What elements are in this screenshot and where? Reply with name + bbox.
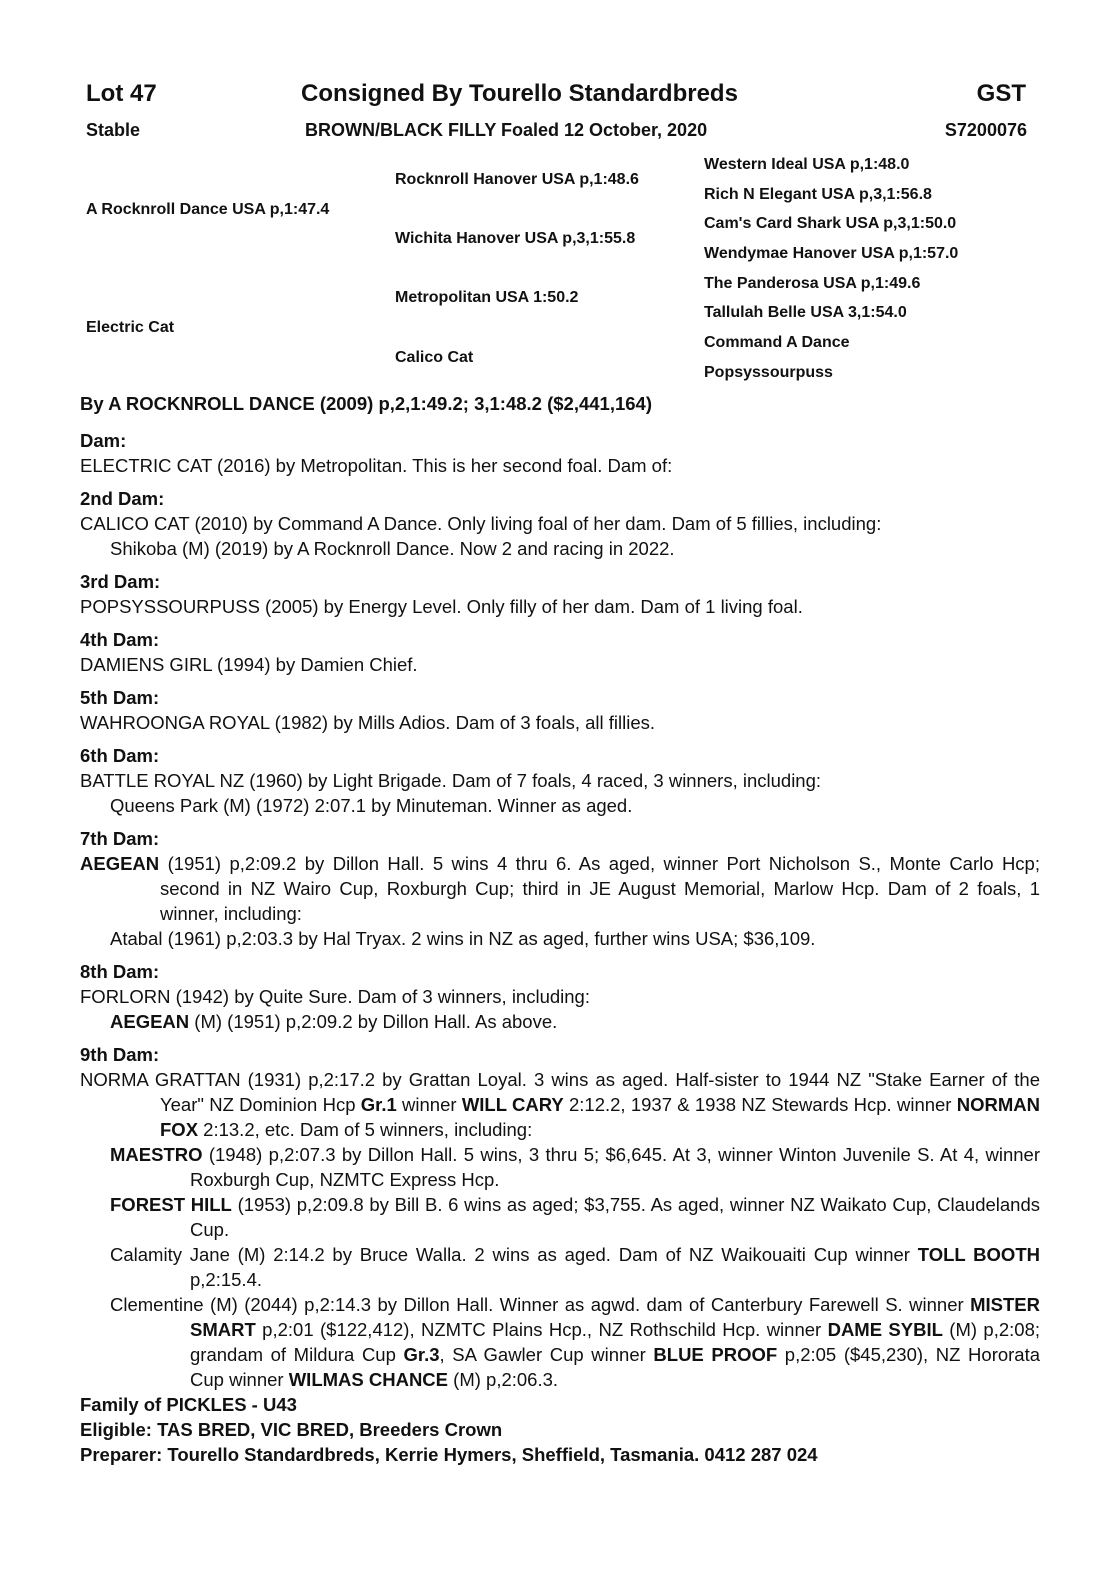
- pedigree-sire: A Rocknroll Dance USA p,1:47.4: [86, 201, 330, 218]
- dam6-text: BATTLE ROYAL NZ (1960) by Light Brigade. Dam of 7 foals, 4 raced, 3 winners, including:: [80, 770, 822, 791]
- dam5-text: WAHROONGA ROYAL (1982) by Mills Adios. Dam of 3 foals, all fillies.: [80, 712, 656, 733]
- pedigree-sire-sire: Rocknroll Hanover USA p,1:48.6: [395, 171, 639, 188]
- consignor: Consigned By Tourello Standardbreds: [301, 80, 738, 107]
- dam-text: ELECTRIC CAT (2016) by Metropolitan. This is her second foal. Dam of:: [80, 455, 673, 476]
- preparer-line: Preparer: Tourello Standardbreds, Kerrie Hymers, Sheffield, Tasmania. 0412 287 024: [80, 1444, 818, 1465]
- dam2-label: 2nd Dam:: [80, 488, 165, 509]
- dam-label: Dam:: [80, 430, 127, 451]
- dam6-label: 6th Dam:: [80, 745, 160, 766]
- dam5-label: 5th Dam:: [80, 687, 160, 708]
- pedigree-g8: Popsyssourpuss: [704, 364, 833, 381]
- dam9-progeny-clementine: Clementine (M) (2044) p,2:14.3 by Dillon Hall. Winner as agwd. dam of Canterbury Farewell S. winner MISTER SMART p,2:01 ($122,412), NZMTC Plains Hcp., NZ Rothschild Hcp. winner DAME SYBIL (M) p,2:08; grandam of Mildura Cup Gr.3, SA Gawler Cup winner BLUE PROOF p,2:05 ($45,230), NZ Hororata Cup winner WILMAS CHANCE (M) p,2:06.3.: [110, 1294, 1041, 1390]
- pedigree-dam: Electric Cat: [86, 319, 175, 336]
- dam2-progeny: Shikoba (M) (2019) by A Rocknroll Dance. Now 2 and racing in 2022.: [110, 538, 675, 559]
- dam7-text: AEGEAN (1951) p,2:09.2 by Dillon Hall. 5 wins 4 thru 6. As aged, winner Port Nicholson S., Monte Carlo Hcp; second in NZ Wairo Cup, Roxburgh Cup; third in JE August Memorial, Marlow Hcp. Dam of 2 foals, 1 winner, including:: [80, 853, 1040, 924]
- dam9-text: NORMA GRATTAN (1931) p,2:17.2 by Grattan Loyal. 3 wins as aged. Half-sister to 1944 NZ "Stake Earner of the Year" NZ Dominion Hcp Gr.1 winner WILL CARY 2:12.2, 1937 & 1938 NZ Stewards Hcp. winner NORMAN FOX 2:13.2, etc. Dam of 5 winners, including:: [80, 1069, 1040, 1140]
- pedigree-g5: The Panderosa USA p,1:49.6: [704, 275, 921, 292]
- pedigree-dam-sire: Metropolitan USA 1:50.2: [395, 289, 579, 306]
- lot-number: Lot 47: [86, 80, 157, 107]
- pedigree-g2: Rich N Elegant USA p,3,1:56.8: [704, 186, 932, 203]
- dam9-progeny-maestro: MAESTRO (1948) p,2:07.3 by Dillon Hall. 5 wins, 3 thru 5; $6,645. At 3, winner Winton Juvenile S. At 4, winner Roxburgh Cup, NZMTC Express Hcp.: [110, 1144, 1040, 1190]
- pedigree-sire-dam: Wichita Hanover USA p,3,1:55.8: [395, 230, 636, 247]
- pedigree-g4: Wendymae Hanover USA p,1:57.0: [704, 245, 959, 262]
- pedigree-g3: Cam's Card Shark USA p,3,1:50.0: [704, 215, 957, 232]
- dam7-progeny: Atabal (1961) p,2:03.3 by Hal Tryax. 2 wins in NZ as aged, further wins USA; $36,109.: [110, 928, 816, 949]
- gst-label: GST: [976, 80, 1026, 107]
- dam9-progeny-calamity-jane: Calamity Jane (M) 2:14.2 by Bruce Walla. 2 wins as aged. Dam of NZ Waikouaiti Cup winner TOLL BOOTH p,2:15.4.: [110, 1244, 1040, 1290]
- dam7-label: 7th Dam:: [80, 828, 160, 849]
- dam3-text: POPSYSSOURPUSS (2005) by Energy Level. Only filly of her dam. Dam of 1 living foal.: [80, 596, 803, 617]
- sire-line: By A ROCKNROLL DANCE (2009) p,2,1:49.2; 3,1:48.2 ($2,441,164): [80, 393, 653, 414]
- dam4-label: 4th Dam:: [80, 629, 160, 650]
- dam9-label: 9th Dam:: [80, 1044, 160, 1065]
- pedigree-g7: Command A Dance: [704, 334, 850, 351]
- pedigree-dam-dam: Calico Cat: [395, 349, 474, 366]
- dam4-text: DAMIENS GIRL (1994) by Damien Chief.: [80, 654, 418, 675]
- pedigree-g6: Tallulah Belle USA 3,1:54.0: [704, 304, 907, 321]
- pedigree-g1: Western Ideal USA p,1:48.0: [704, 156, 910, 173]
- dam2-text: CALICO CAT (2010) by Command A Dance. Only living foal of her dam. Dam of 5 fillies, including:: [80, 513, 882, 534]
- dam8-label: 8th Dam:: [80, 961, 160, 982]
- dam8-progeny: AEGEAN (M) (1951) p,2:09.2 by Dillon Hall. As above.: [110, 1011, 558, 1032]
- lot-code: S7200076: [944, 120, 1027, 140]
- dam8-text: FORLORN (1942) by Quite Sure. Dam of 3 winners, including:: [80, 986, 590, 1007]
- dam6-progeny: Queens Park (M) (1972) 2:07.1 by Minuteman. Winner as aged.: [110, 795, 633, 816]
- dam-lines: [80, 428, 1040, 1467]
- dam3-label: 3rd Dam:: [80, 571, 161, 592]
- stable-label: Stable: [86, 120, 141, 140]
- horse-description: BROWN/BLACK FILLY Foaled 12 October, 2020: [305, 120, 708, 140]
- family-line: Family of PICKLES - U43: [80, 1394, 297, 1415]
- dam7-name: AEGEAN: [80, 853, 160, 874]
- dam9-progeny-forest-hill: FOREST HILL (1953) p,2:09.8 by Bill B. 6 wins as aged; $3,755. As aged, winner NZ Waikato Cup, Claudelands Cup.: [110, 1194, 1040, 1240]
- eligible-line: Eligible: TAS BRED, VIC BRED, Breeders Crown: [80, 1419, 503, 1440]
